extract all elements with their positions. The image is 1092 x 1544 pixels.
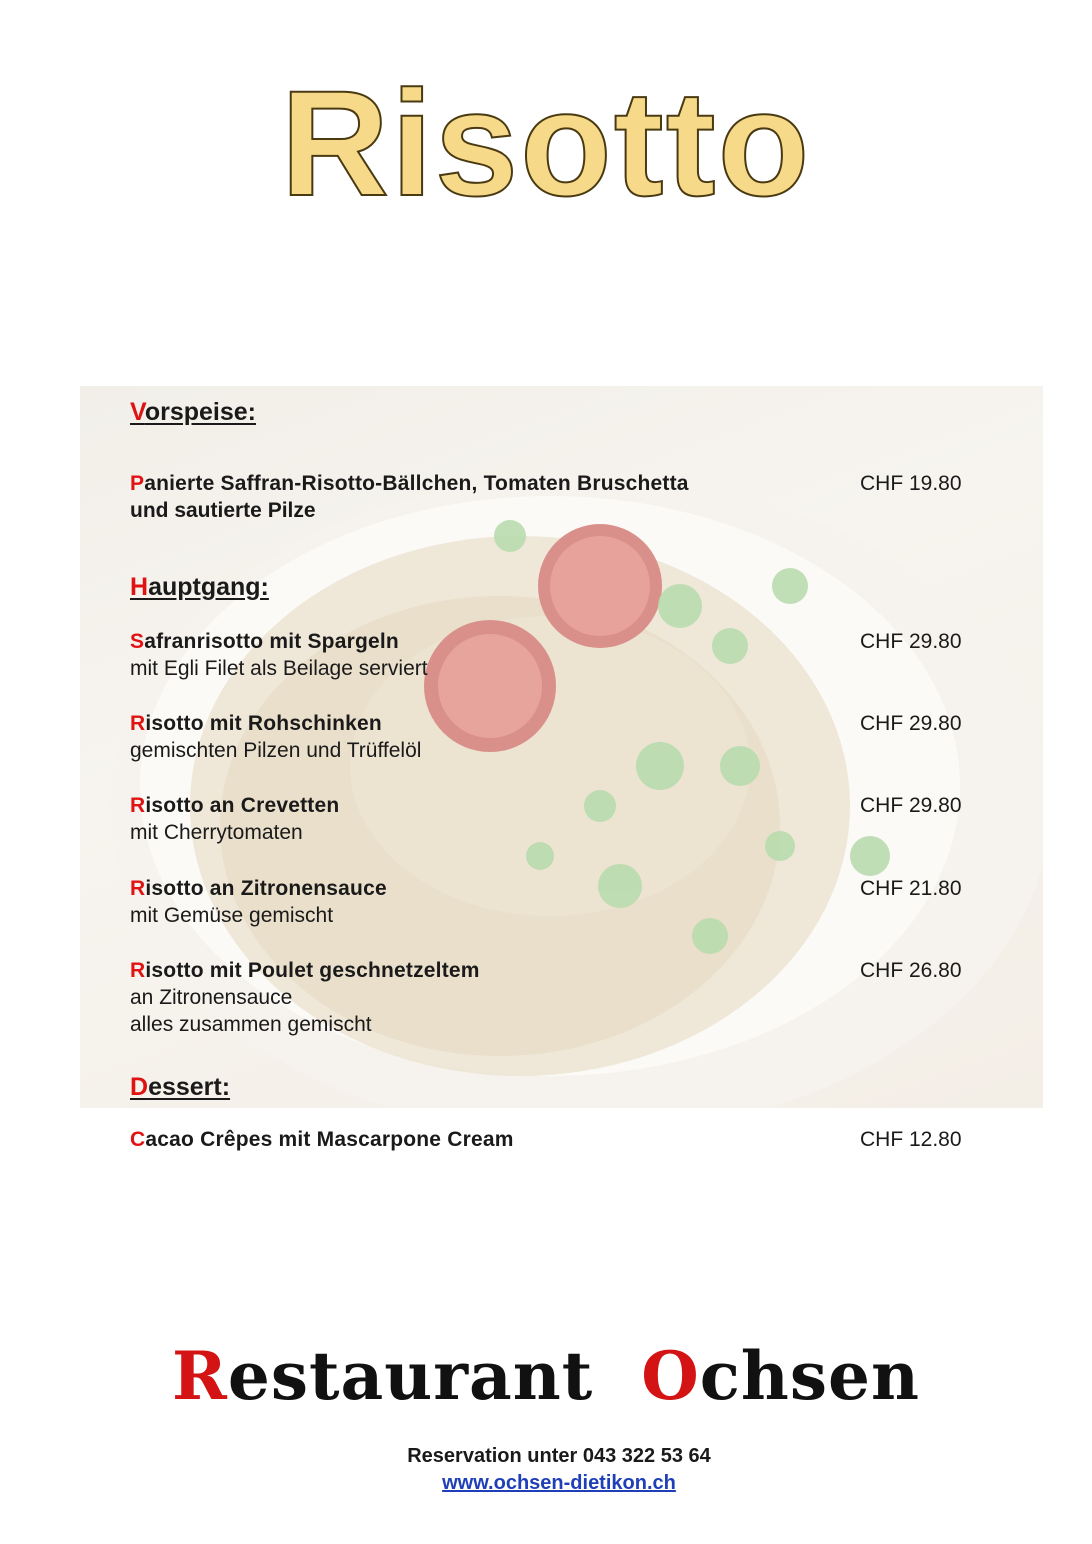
reservation-phone: Reservation unter 043 322 53 64: [407, 1445, 711, 1467]
menu-item-name: Safranrisotto mit Spargeln: [130, 630, 399, 653]
menu-item-price: CHF 29.80: [860, 794, 962, 817]
menu-item: [130, 628, 980, 682]
menu-item: [130, 792, 980, 846]
website-link[interactable]: www.ochsen-dietikon.ch: [442, 1472, 676, 1494]
menu-item-description: gemischten Pilzen und Trüffelöl: [130, 739, 422, 762]
menu-item-name: Risotto mit Rohschinken: [130, 712, 382, 735]
section-heading-vorspeise: Vorspeise:: [130, 398, 256, 426]
heading-initial: V: [130, 398, 145, 426]
menu-item-price: CHF 29.80: [860, 712, 962, 735]
menu-item-name: Cacao Crêpes mit Mascarpone Cream: [130, 1128, 514, 1151]
menu-item-price: CHF 21.80: [860, 877, 962, 900]
menu-item: [130, 470, 980, 524]
menu-item-description: alles zusammen gemischt: [130, 1013, 372, 1036]
menu-item-description: mit Cherrytomaten: [130, 821, 303, 844]
menu-item: [130, 957, 980, 1038]
menu-item-description: an Zitronensauce: [130, 986, 293, 1009]
menu-item: [130, 875, 980, 929]
menu-item-name: Risotto mit Poulet geschnetzeltem: [130, 959, 480, 982]
menu-item: [130, 1126, 980, 1153]
page-title: Risotto: [280, 59, 812, 227]
menu-item-price: CHF 19.80: [860, 472, 962, 495]
section-heading-dessert: Dessert:: [130, 1073, 231, 1101]
menu-item-price: CHF 29.80: [860, 630, 962, 653]
heading-initial: H: [130, 573, 149, 601]
menu-item-price: CHF 12.80: [860, 1128, 962, 1151]
menu-item-description: und sautierte Pilze: [130, 499, 316, 522]
menu-item-description: mit Egli Filet als Beilage serviert: [130, 657, 428, 680]
menu-item-name: Risotto an Crevetten: [130, 794, 340, 817]
section-heading-hauptgang: Hauptgang:: [130, 573, 269, 601]
restaurant-logo: Restaurant Ochsen: [171, 1337, 921, 1415]
menu-item: [130, 710, 980, 764]
menu-item-price: CHF 26.80: [860, 959, 962, 982]
heading-initial: D: [130, 1073, 149, 1101]
menu-item-description: mit Gemüse gemischt: [130, 904, 334, 927]
menu-item-name: Risotto an Zitronensauce: [130, 877, 387, 900]
menu-item-name: Panierte Saffran-Risotto-Bällchen, Tomaten Bruschetta: [130, 472, 689, 495]
